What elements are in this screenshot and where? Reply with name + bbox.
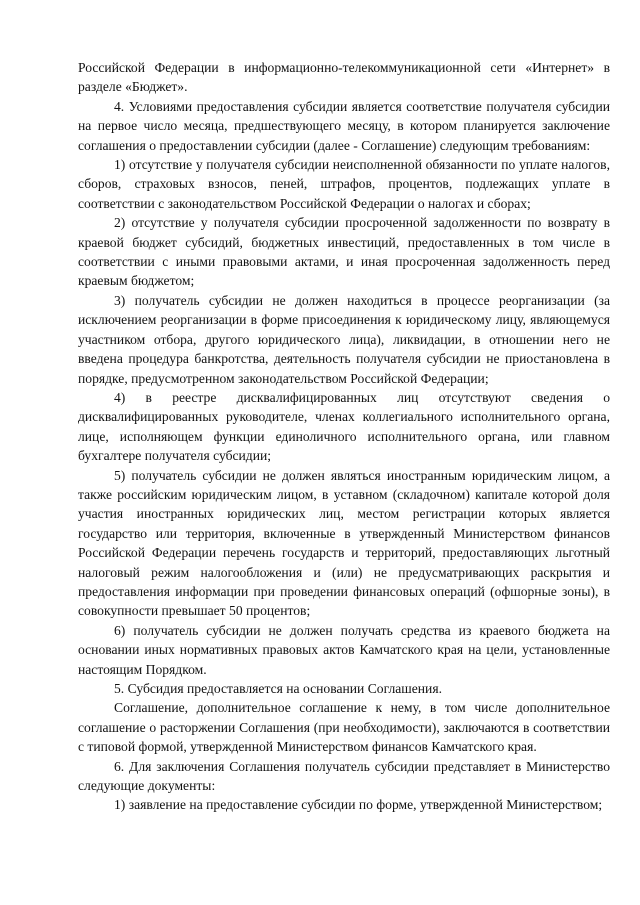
paragraph-continuation: Российской Федерации в информационно-телекоммуникационной сети «Интернет» в разделе «Бюджет».	[78, 60, 610, 95]
paragraph-clause-6: 6. Для заключения Соглашения получатель субсидии представляет в Министерство следующие документы:	[78, 758, 610, 794]
document-page	[78, 58, 610, 815]
paragraph-item-2: 2) отсутствие у получателя субсидии просроченной задолженности по возврату в краевой бюджет субсидий, бюджетных инвестиций, предоставленных в том числе в соответствии с иными правовыми актами, и иная просроченная задолженность перед краевым бюджетом;	[78, 215, 610, 289]
paragraph-clause-4: 4. Условиями предоставления субсидии является соответствие получателя субсидии на первое число месяца, предшествующего месяцу, в котором планируется заключение соглашения о предоставлении субсидии (далее - Соглашение) следующим требованиям:	[78, 98, 610, 153]
paragraph-item-3: 3) получатель субсидии не должен находиться в процессе реорганизации (за исключением реорганизации в форме присоединения к юридическому лицу, являющемуся участником отбора, другого юридического лица), ликвидации, в отношении него не введена процедура банкротства, деятельность получателя субсидии не приостановлена в порядке, предусмотренном законодательством Российской Федерации;	[78, 292, 610, 386]
paragraph-agreement: Соглашение, дополнительное соглашение к нему, в том числе дополнительное соглашение о расторжении Соглашения (при необходимости), заключаются в соответствии с типовой формой, утвержденной Министерством финансов Камчатского края.	[78, 700, 610, 755]
paragraph-item-4: 4) в реестре дисквалифицированных лиц отсутствуют сведения о дисквалифицированных руководителе, членах коллегиального исполнительного органа, лице, исполняющем функции единоличного исполнительного органа, или главном бухгалтере получателя субсидии;	[78, 389, 610, 464]
paragraph-item-5: 5) получатель субсидии не должен являться иностранным юридическим лицом, а также российским юридическим лицом, в уставном (складочном) капитале которой доля участия иностранных юридических лиц, местом регистрации которых является государство или территория, включенные в утвержденный Министерством финансов Российской Федерации перечень государств и территорий, предоставляющих льготный налоговый режим налогообложения и (или) не предусматривающих раскрытия и предоставления информации при проведении финансовых операций (офшорные зоны), в совокупности превышает 50 процентов;	[78, 467, 610, 619]
paragraph-item-1: 1) отсутствие у получателя субсидии неисполненной обязанности по уплате налогов, сборов, страховых взносов, пеней, штрафов, процентов, подлежащих уплате в соответствии с законодательством Российской Федерации о налогах и сборах;	[78, 157, 610, 211]
paragraph-item-6: 6) получатель субсидии не должен получать средства из краевого бюджета на основании иных нормативных правовых актов Камчатского края на цели, установленные настоящим Порядком.	[78, 622, 610, 677]
paragraph-clause-5: 5. Субсидия предоставляется на основании Соглашения.	[114, 681, 442, 696]
paragraph-doc-item-1: 1) заявление на предоставление субсидии по форме, утвержденной Министерством;	[114, 797, 603, 813]
